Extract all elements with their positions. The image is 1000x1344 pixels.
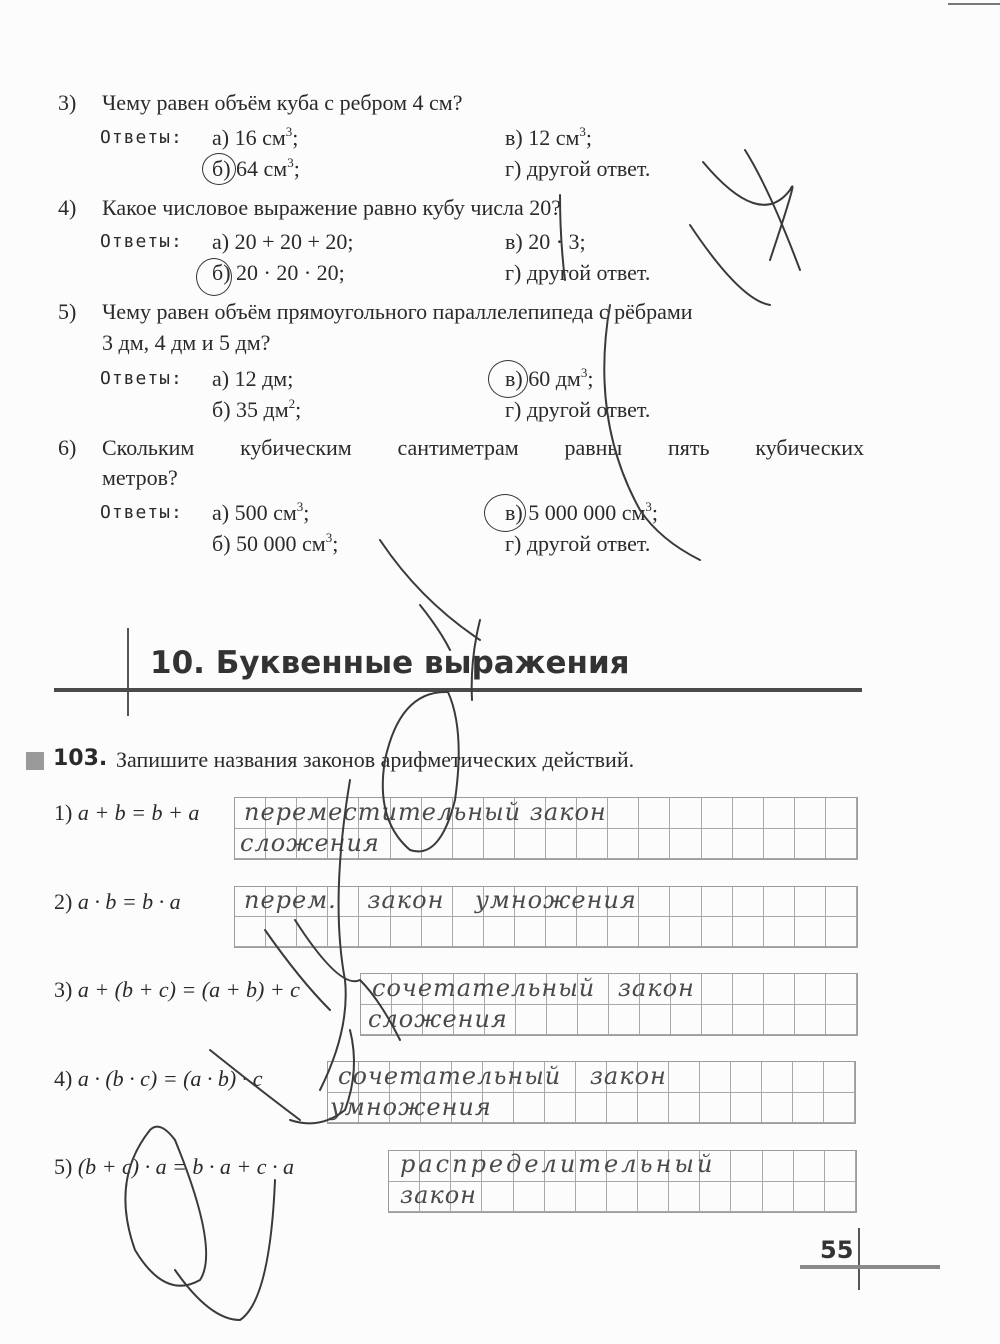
grid-cell[interactable] <box>826 1005 857 1036</box>
handwritten-answer-3-line2: сложения <box>368 1005 508 1033</box>
grid-cell[interactable] <box>640 1005 671 1036</box>
grid-cell[interactable] <box>825 1182 856 1213</box>
task-instruction: Запишите названия законов арифметических действий. <box>116 747 635 772</box>
grid-cell[interactable] <box>763 1151 794 1182</box>
answer-option-g: г) другой ответ. <box>505 156 651 181</box>
grid-cell[interactable] <box>702 1005 733 1036</box>
answers-label: Ответы: <box>100 502 183 523</box>
grid-cell[interactable] <box>577 829 608 860</box>
grid-cell[interactable] <box>639 917 670 947</box>
grid-cell[interactable] <box>764 974 795 1005</box>
formula-4: 4) a · (b · c) = (a · b) · c <box>54 1066 263 1091</box>
grid-cell[interactable] <box>607 1182 638 1213</box>
grid-cell[interactable] <box>608 829 639 860</box>
grid-cell[interactable] <box>824 1093 855 1124</box>
task-marker-icon <box>26 752 44 770</box>
grid-cell[interactable] <box>453 917 484 947</box>
question-text-line1: Чему равен объём прямоугольного параллелепипеда с рёбрами <box>102 299 693 324</box>
grid-cell[interactable] <box>795 829 826 860</box>
grid-cell[interactable] <box>764 1005 795 1036</box>
grid-cell[interactable] <box>670 829 701 860</box>
grid-cell[interactable] <box>638 1093 669 1124</box>
grid-cell[interactable] <box>702 917 733 947</box>
formula-1: 1) a + b = b + a <box>54 800 200 825</box>
grid-cell[interactable] <box>422 829 453 860</box>
grid-cell[interactable] <box>826 917 857 947</box>
grid-cell[interactable] <box>731 1151 762 1182</box>
grid-cell[interactable] <box>638 1182 669 1213</box>
grid-cell[interactable] <box>546 917 577 947</box>
answer-circle-mark <box>488 360 528 398</box>
answer-option-a: а) 500 $см^3$; <box>212 499 310 525</box>
grid-cell[interactable] <box>764 917 795 947</box>
grid-cell[interactable] <box>235 917 266 947</box>
grid-cell[interactable] <box>391 917 422 947</box>
answer-circle-mark <box>484 494 526 532</box>
answer-option-g: г) другой ответ. <box>505 260 651 285</box>
grid-cell[interactable] <box>733 1005 764 1036</box>
grid-cell[interactable] <box>826 798 857 829</box>
answer-option-v: в) 60 $дм^3$; <box>505 365 594 391</box>
grid-cell[interactable] <box>328 917 359 947</box>
handwritten-answer-2-line1: перем. закон умножения <box>244 886 637 914</box>
grid-cell[interactable] <box>764 798 795 829</box>
grid-cell[interactable] <box>793 1062 824 1093</box>
scribble-stroke <box>703 162 793 260</box>
grid-cell[interactable] <box>733 798 764 829</box>
answer-option-v: в) 12 $см^3$; <box>505 124 593 150</box>
grid-cell[interactable] <box>669 1182 700 1213</box>
grid-cell[interactable] <box>794 1151 825 1182</box>
formula-3: 3) a + (b + c) = (a + b) + c <box>54 977 300 1002</box>
grid-cell[interactable] <box>795 1005 826 1036</box>
grid-cell[interactable] <box>700 1182 731 1213</box>
answer-option-a: а) 16 $см^3$; <box>212 124 299 150</box>
grid-cell[interactable] <box>793 1093 824 1124</box>
grid-cell[interactable] <box>671 1005 702 1036</box>
grid-cell[interactable] <box>608 917 639 947</box>
question-number: 4) <box>58 195 77 220</box>
section-title: 10. Буквенные выражения <box>150 645 630 681</box>
grid-cell[interactable] <box>546 829 577 860</box>
grid-cell[interactable] <box>731 1182 762 1213</box>
question-text-line2: 3 дм, 4 дм и 5 дм? <box>102 330 271 355</box>
question-number: 6) <box>58 435 77 460</box>
grid-cell[interactable] <box>731 1093 762 1124</box>
handwritten-answer-4-line1: сочетательный закон <box>338 1062 667 1090</box>
grid-cell[interactable] <box>545 1182 576 1213</box>
question-text: Какое числовое выражение равно кубу числа 20? <box>102 195 562 220</box>
answer-option-v: в) 5 000 000 $см^3$; <box>505 499 659 525</box>
grid-cell[interactable] <box>422 917 453 947</box>
grid-cell[interactable] <box>639 829 670 860</box>
answer-option-b: б) 20 · 20 · 20; <box>212 260 345 285</box>
grid-cell[interactable] <box>824 1062 855 1093</box>
answer-option-b: б) 50 000 $см^3$; <box>212 530 339 556</box>
answer-option-g: г) другой ответ. <box>505 531 651 556</box>
handwritten-answer-1-line2: сложения <box>240 829 380 857</box>
answers-label: Ответы: <box>100 231 183 252</box>
grid-cell[interactable] <box>484 917 515 947</box>
grid-cell[interactable] <box>764 887 795 917</box>
grid-cell[interactable] <box>607 1093 638 1124</box>
answer-option-v: в) 20 · 3; <box>505 229 586 254</box>
grid-cell[interactable] <box>391 829 422 860</box>
grid-cell[interactable] <box>453 829 484 860</box>
grid-cell[interactable] <box>795 887 826 917</box>
grid-cell[interactable] <box>762 1093 793 1124</box>
grid-cell[interactable] <box>484 829 515 860</box>
handwritten-answer-4-line2: умножения <box>330 1093 492 1121</box>
grid-cell[interactable] <box>733 829 764 860</box>
answer-option-b: б) 64 $см^3$; <box>212 155 300 181</box>
grid-cell[interactable] <box>359 917 390 947</box>
grid-cell[interactable] <box>826 974 857 1005</box>
grid-cell[interactable] <box>731 1062 762 1093</box>
answer-option-b: б) 35 $дм^2$; <box>212 396 302 422</box>
grid-cell[interactable] <box>795 974 826 1005</box>
grid-cell[interactable] <box>577 917 608 947</box>
answer-circle-mark <box>202 153 236 185</box>
grid-cell[interactable] <box>670 798 701 829</box>
grid-cell[interactable] <box>297 917 328 947</box>
page-number-rule <box>800 1265 940 1269</box>
grid-cell[interactable] <box>516 1005 547 1036</box>
grid-cell[interactable] <box>670 887 701 917</box>
grid-cell[interactable] <box>670 917 701 947</box>
grid-cell[interactable] <box>702 974 733 1005</box>
handwritten-answer-3-line1: сочетательный закон <box>372 974 695 1002</box>
grid-cell[interactable] <box>762 1062 793 1093</box>
grid-cell[interactable] <box>702 798 733 829</box>
formula-5: 5) (b + c) · a = b · a + c · a <box>54 1154 295 1179</box>
question-text-line1: Скольким кубическим сантиметрам равны пять кубических <box>102 435 864 460</box>
grid-cell[interactable] <box>700 1093 731 1124</box>
grid-cell[interactable] <box>669 1062 700 1093</box>
grid-cell[interactable] <box>826 829 857 860</box>
question-number: 3) <box>58 90 77 115</box>
grid-cell[interactable] <box>795 917 826 947</box>
handwritten-answer-5-line1: распределительный <box>400 1150 716 1178</box>
handwritten-answer-1-line1: переместительный закон <box>244 798 607 826</box>
page-number: 55 <box>820 1236 854 1264</box>
page-number-divider <box>858 1228 860 1290</box>
grid-cell[interactable] <box>764 829 795 860</box>
grid-cell[interactable] <box>702 887 733 917</box>
grid-cell[interactable] <box>576 1182 607 1213</box>
question-text-line2: метров? <box>102 465 178 490</box>
handwritten-answer-5-line2: закон <box>400 1181 477 1209</box>
answer-option-a: а) 12 дм; <box>212 366 294 391</box>
grid-cell[interactable] <box>733 887 764 917</box>
grid-cell[interactable] <box>639 798 670 829</box>
corner-mark <box>948 3 1000 5</box>
question-text: Чему равен объём куба с ребром 4 см? <box>102 90 463 115</box>
grid-cell[interactable] <box>482 1182 513 1213</box>
grid-cell[interactable] <box>733 974 764 1005</box>
grid-cell[interactable] <box>515 917 546 947</box>
grid-cell[interactable] <box>547 1005 578 1036</box>
grid-cell[interactable] <box>733 917 764 947</box>
grid-cell[interactable] <box>794 1182 825 1213</box>
grid-cell[interactable] <box>514 1182 545 1213</box>
grid-cell[interactable] <box>825 1151 856 1182</box>
grid-cell[interactable] <box>609 1005 640 1036</box>
grid-cell[interactable] <box>514 1093 545 1124</box>
answers-label: Ответы: <box>100 127 183 148</box>
grid-cell[interactable] <box>578 1005 609 1036</box>
grid-cell[interactable] <box>669 1093 700 1124</box>
answers-label: Ответы: <box>100 368 183 389</box>
grid-cell[interactable] <box>576 1093 607 1124</box>
task-number: 103. <box>53 746 108 771</box>
grid-cell[interactable] <box>545 1093 576 1124</box>
grid-cell[interactable] <box>515 829 546 860</box>
grid-cell[interactable] <box>608 798 639 829</box>
answer-option-a: а) 20 + 20 + 20; <box>212 229 354 254</box>
answer-option-g: г) другой ответ. <box>505 397 651 422</box>
grid-cell[interactable] <box>266 917 297 947</box>
grid-cell[interactable] <box>795 798 826 829</box>
grid-cell[interactable] <box>702 829 733 860</box>
grid-cell[interactable] <box>826 887 857 917</box>
question-number: 5) <box>58 299 77 324</box>
formula-2: 2) a · b = b · a <box>54 889 181 914</box>
grid-cell[interactable] <box>763 1182 794 1213</box>
grid-cell[interactable] <box>639 887 670 917</box>
section-underline <box>54 688 862 692</box>
grid-cell[interactable] <box>700 1062 731 1093</box>
answer-circle-mark <box>196 258 232 296</box>
section-vertical-rule <box>127 628 129 716</box>
